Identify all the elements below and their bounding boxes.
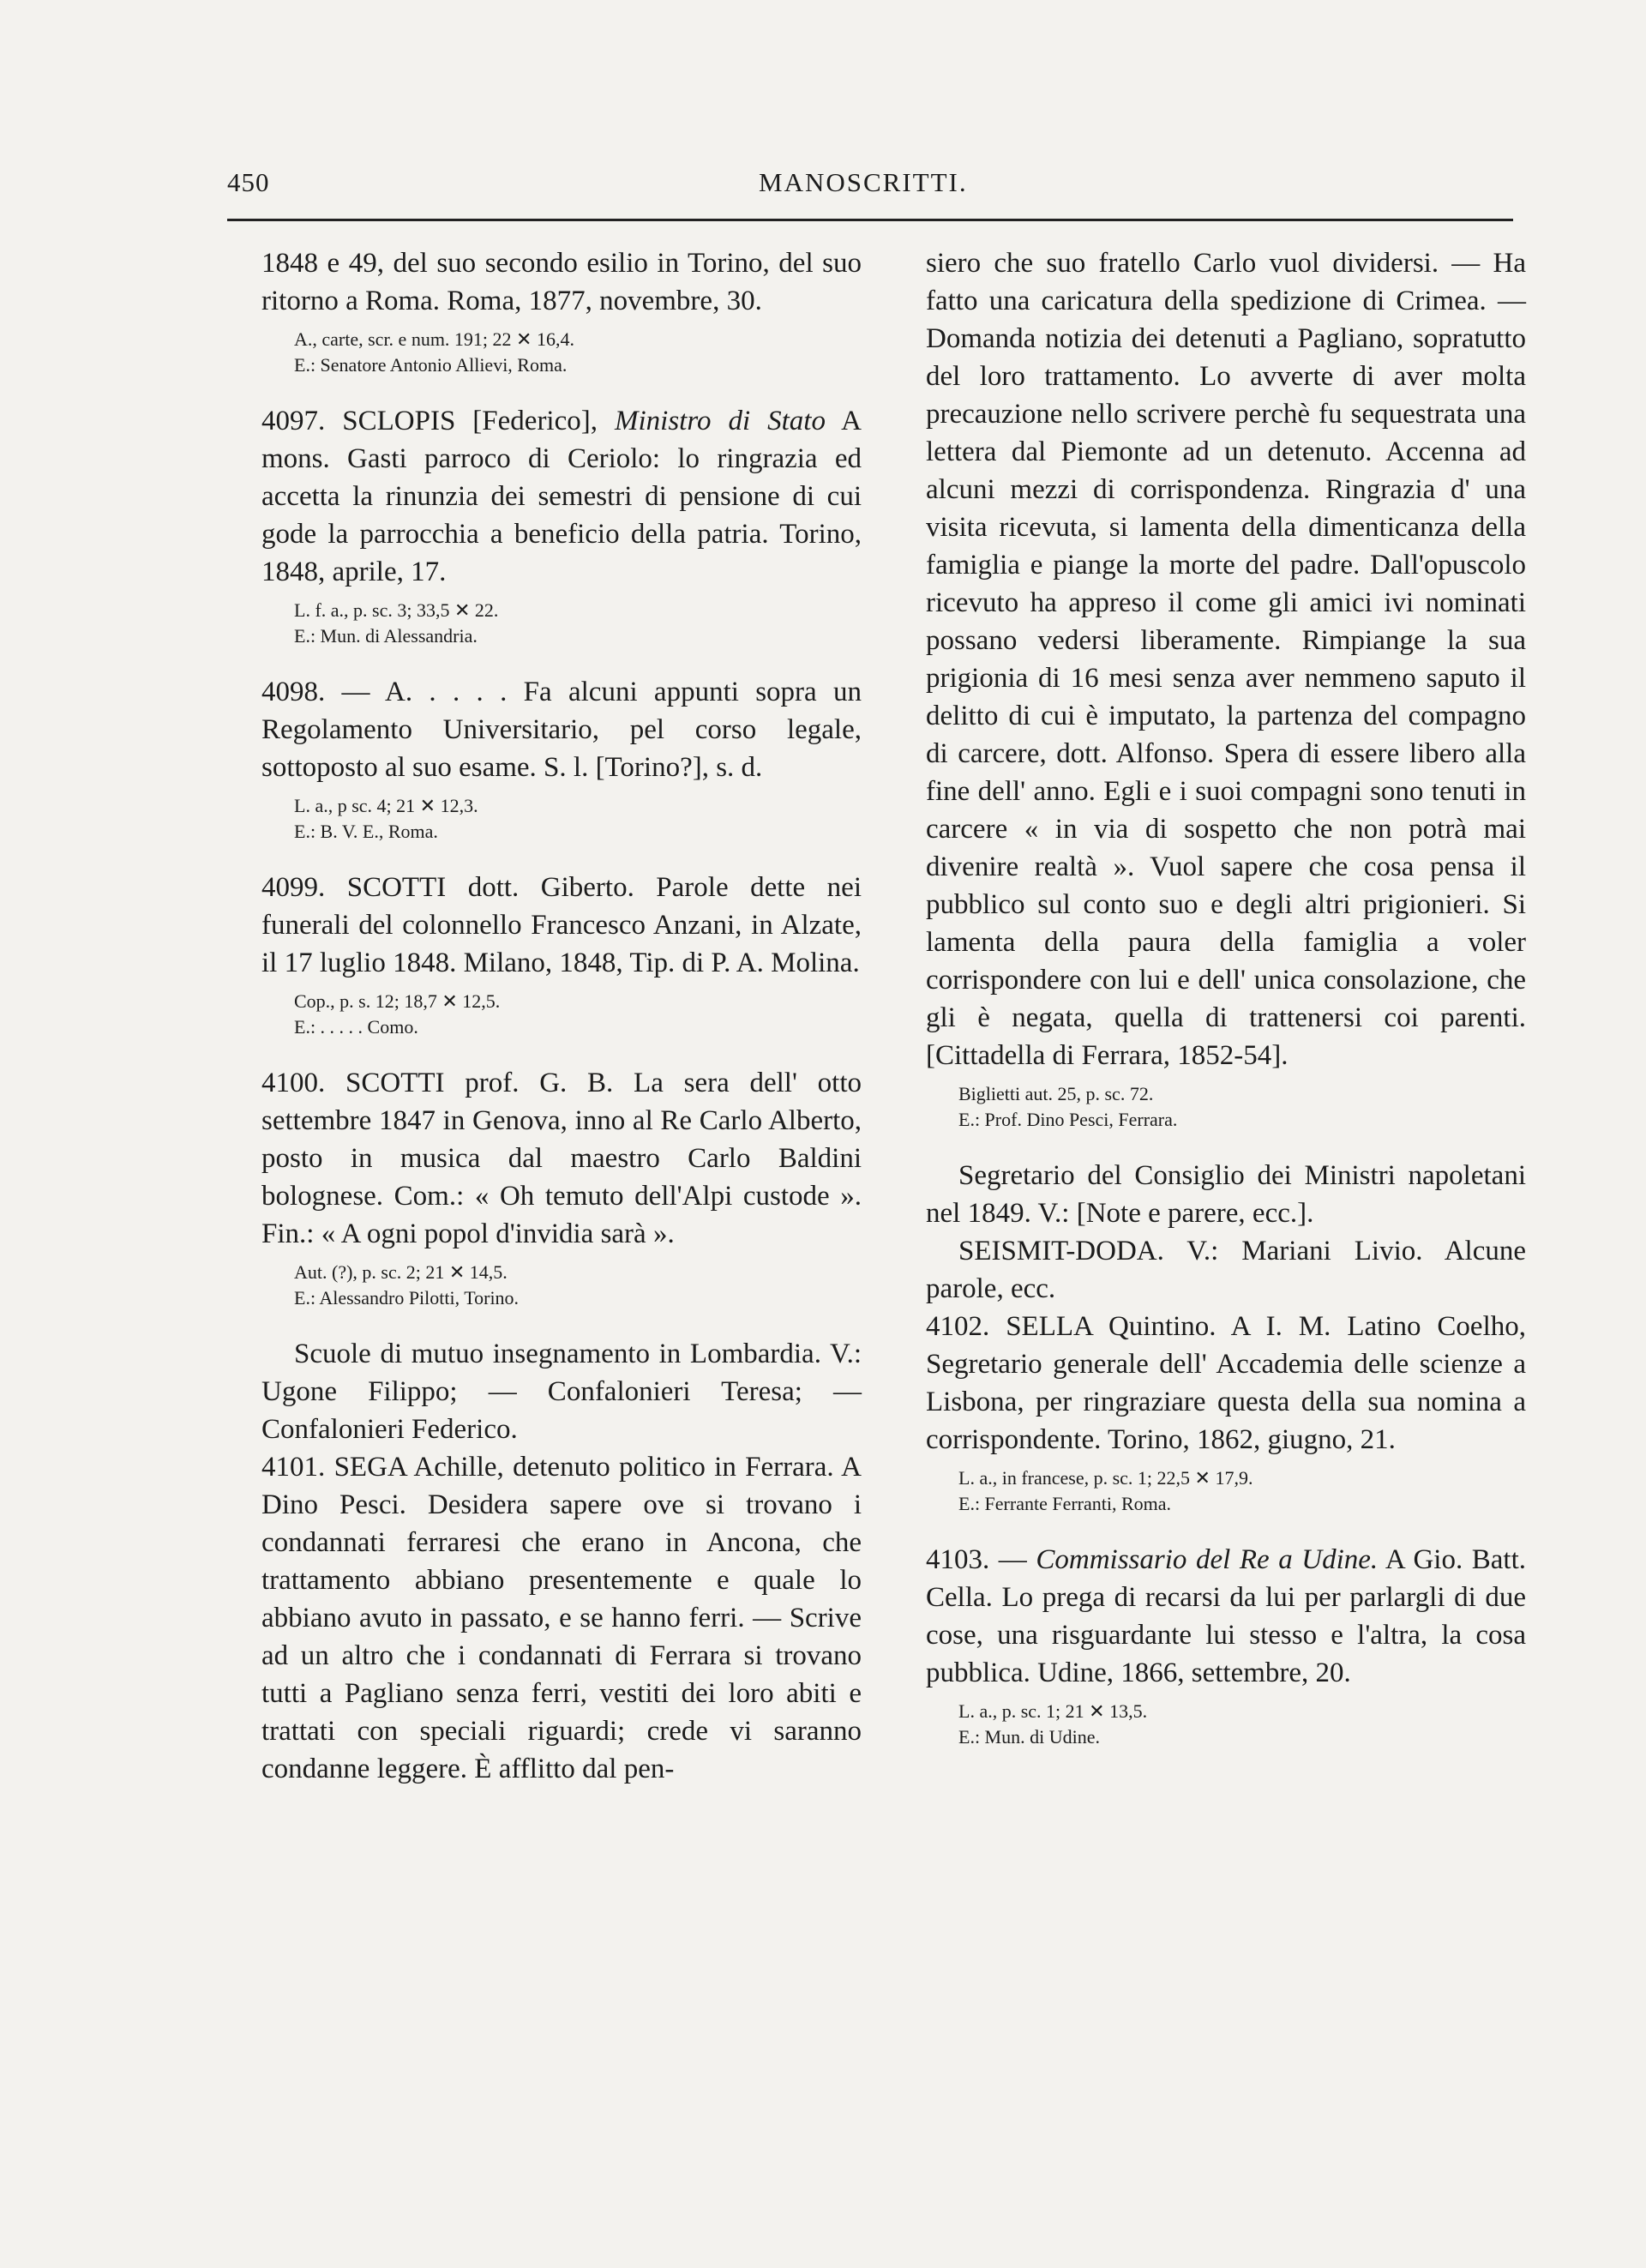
entry-4101 [261, 1448, 862, 1788]
entry-text [926, 1541, 1526, 1692]
entry-continued [261, 244, 862, 378]
meta-owner: E.: . . . . . Como. [294, 1016, 418, 1038]
page-number: 450 [227, 167, 270, 197]
meta-owner: E.: Alessandro Pilotti, Torino. [294, 1287, 520, 1308]
entry-meta [261, 327, 862, 378]
entry-text-part: A mons. Gasti parroco di Ceriolo: lo ringrazia ed accetta la rinunzia dei semestri di pensione di cui gode la parrocchia a beneficio della patria. Torino, 1848, aprile, 17. [261, 406, 862, 587]
meta-owner: E.: Senatore Antonio Allievi, Roma. [294, 354, 568, 376]
meta-description: L. a., in francese, p. sc. 1; 22,5 ✕ 17,9. [958, 1467, 1253, 1489]
entry-text-part: A Gio. Batt. Cella. Lo prega di recarsi da lui per parlargli di due cose, una risguardante lui stesso e l'altra, la cosa pubblica. Udine, 1866, settembre, 20. [926, 1544, 1527, 1688]
entry-text: 4100. SCOTTI prof. G. B. La sera dell' otto settembre 1847 in Genova, inno al Re Carlo Alberto, posto in musica dal maestro Carlo Baldini bolognese. Com.: « Oh temuto dell'Alpi custode ». Fin.: « A ogni popol d'invidia sarà ». [261, 1068, 862, 1249]
right-column [926, 244, 1526, 1774]
meta-description: Aut. (?), p. sc. 2; 21 ✕ 14,5. [294, 1261, 508, 1283]
entry-text: 4101. SEGA Achille, detenuto politico in Ferrara. A Dino Pesci. Desidera sapere ove si trovano i condannati ferraresi che erano in Ancona, che trattamento abbiano presentemente e quale lo abbiano avuto in passato, e se hanno ferri. — Scrive ad un altro che i condannati di Ferrara si trovano tutti a Pagliano senza ferri, vestiti dei loro abiti e trattati con speciali riguardi; crede vi saranno condanne leggere. È afflitto dal pen- [261, 1452, 862, 1784]
cross-reference-seismit: SEISMIT-DODA. V.: Mariani Livio. Alcune parole, ecc. [926, 1236, 1526, 1304]
entry-text-part: 4097. SCLOPIS [Federico], [261, 406, 615, 436]
entry-text-italic: Commissario del Re a Udine. [1036, 1544, 1379, 1575]
entry-4099 [261, 869, 862, 1040]
entry-text: 4098. — A. . . . . Fa alcuni appunti sopra un Regolamento Universitario, pel corso legale, sottoposto al suo esame. S. l. [Torino?], s. d. [261, 677, 862, 783]
left-column [261, 244, 862, 1812]
meta-description: Biglietti aut. 25, p. sc. 72. [958, 1083, 1154, 1104]
meta-description: L. a., p sc. 4; 21 ✕ 12,3. [294, 795, 478, 816]
entry-text-italic: Ministro di Stato [615, 406, 826, 436]
meta-description: Cop., p. s. 12; 18,7 ✕ 12,5. [294, 990, 501, 1012]
entry-text: siero che suo fratello Carlo vuol dividersi. — Ha fatto una caricatura della spedizione di Crimea. — Domanda notizia dei detenuti a Pagliano, sopratutto del loro trattamento. Lo avverte di aver molta precauzione nello scrivere perchè fu sequestrata una lettera dal Piemonte ad un detenuto. Accenna ad alcuni mezzi di corrispondenza. Ringrazia d' una visita ricevuta, si lamenta della dimenticanza della famiglia e piange la morte del padre. Dall'opuscolo ricevuto ha appreso il come gli amici ivi nominati possano vedersi liberamente. Rimpiange la sua prigionia di 16 mesi senza aver nemmeno saputo il delitto di cui è imputato, la partenza del compagno di carcere, dott. Alfonso. Spera di essere libero alla fine dell' anno. Egli e i suoi compagni sono tenuti in carcere « in via di sospetto che non potrà mai divenire realtà ». Vuol sapere che cosa pensa il pubblico sul conto suo e degli altri prigionieri. Si lamenta della paura della famiglia a voler corrispondere con lui e dell' unica consolazione, che gli è negata, quella di trattenersi coi parenti. [Cittadella di Ferrara, 1852-54]. [926, 248, 1526, 1071]
entry-meta [261, 989, 862, 1040]
entry-4098 [261, 673, 862, 845]
entry-4101-continued [926, 244, 1526, 1133]
meta-owner: E.: Prof. Dino Pesci, Ferrara. [958, 1109, 1178, 1130]
meta-owner: E.: Ferrante Ferranti, Roma. [958, 1493, 1172, 1514]
entry-4100 [261, 1064, 862, 1311]
meta-description: L. a., p. sc. 1; 21 ✕ 13,5. [958, 1700, 1148, 1722]
meta-owner: E.: Mun. di Alessandria. [294, 625, 478, 647]
entry-text-part: 4103. — [926, 1544, 1036, 1575]
meta-description: L. f. a., p. sc. 3; 33,5 ✕ 22. [294, 599, 499, 621]
entry-text [261, 402, 862, 591]
entry-4097 [261, 402, 862, 649]
cross-reference-segretario: Segretario del Consiglio dei Ministri napoletani nel 1849. V.: [Note e parere, ecc.]. [926, 1160, 1526, 1229]
cross-reference-scuole: Scuole di mutuo insegnamento in Lombardia. V.: Ugone Filippo; — Confalonieri Teresa; — Confalonieri Federico. [261, 1339, 862, 1445]
entry-meta [261, 793, 862, 845]
entry-meta [261, 598, 862, 649]
meta-description: A., carte, scr. e num. 191; 22 ✕ 16,4. [294, 328, 574, 350]
meta-owner: E.: Mun. di Udine. [958, 1726, 1100, 1748]
entry-4102 [926, 1308, 1526, 1517]
entry-meta [926, 1699, 1526, 1750]
entry-meta [926, 1081, 1526, 1133]
meta-owner: E.: B. V. E., Roma. [294, 821, 438, 842]
entry-text: 4099. SCOTTI dott. Giberto. Parole dette nei funerali del colonnello Francesco Anzani, in Alzate, il 17 luglio 1848. Milano, 1848, Tip. di P. A. Molina. [261, 872, 862, 978]
entry-meta [261, 1260, 862, 1311]
header-rule [227, 219, 1513, 221]
page-header [227, 167, 1513, 202]
entry-4103 [926, 1541, 1526, 1750]
entry-text: 4102. SELLA Quintino. A I. M. Latino Coelho, Segretario generale dell' Accademia delle scienze a Lisbona, per ringraziare questa della sua nomina a corrispondente. Torino, 1862, giugno, 21. [926, 1311, 1526, 1455]
entry-meta [926, 1465, 1526, 1517]
section-title: MANOSCRITTI. [759, 167, 968, 197]
entry-text: 1848 e 49, del suo secondo esilio in Torino, del suo ritorno a Roma. Roma, 1877, novembre, 30. [261, 248, 862, 316]
